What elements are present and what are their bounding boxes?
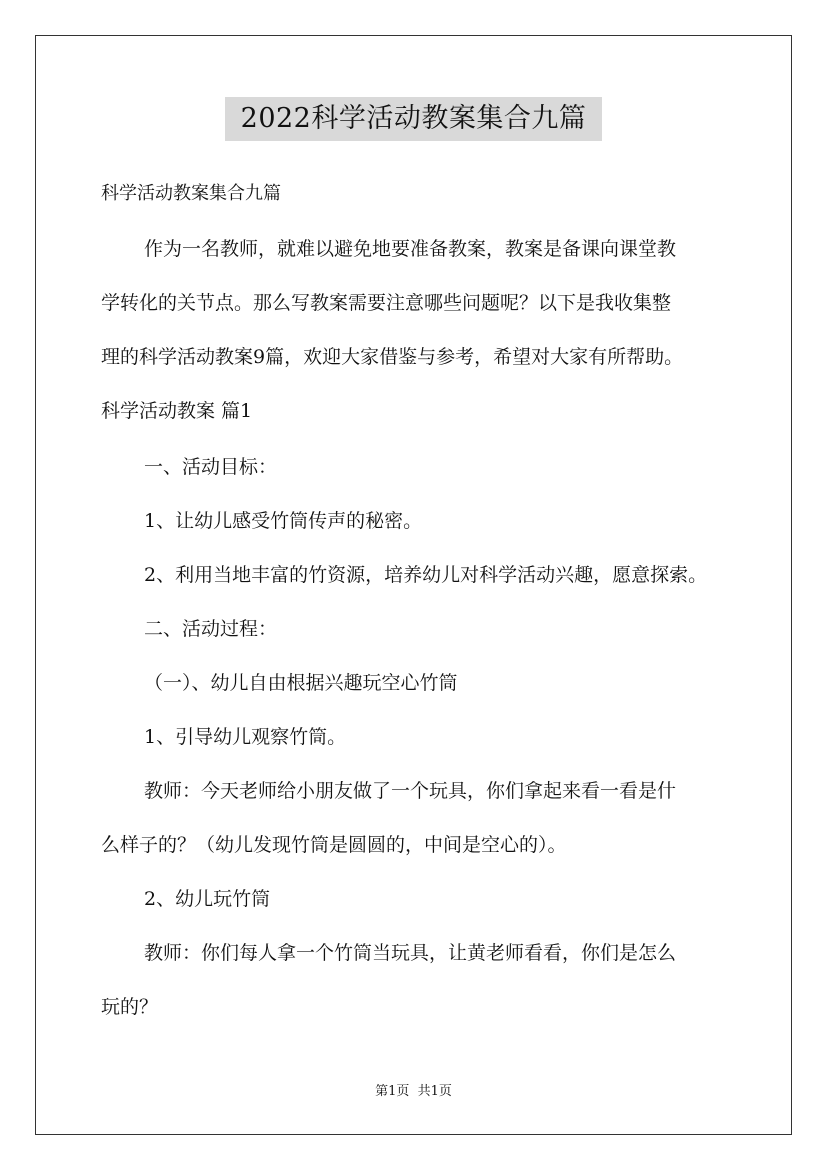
paragraph-line: 学转化的关节点。那么写教案需要注意哪些问题呢？以下是我收集整 xyxy=(101,292,672,314)
section-heading: 科学活动教案 篇1 xyxy=(101,400,253,422)
paragraph-line: 玩的？ xyxy=(101,996,159,1018)
paragraph-line: 作为一名教师，就难以避免地要准备教案，教案是备课向课堂教 xyxy=(144,238,677,260)
document-title: 2022科学活动教案集合九篇 xyxy=(225,97,602,141)
paragraph-line: 2、利用当地丰富的竹资源，培养幼儿对科学活动兴趣，愿意探索。 xyxy=(144,564,708,586)
paragraph-line: 一、活动目标： xyxy=(144,456,278,478)
paragraph-line: 教师：你们每人拿一个竹筒当玩具，让黄老师看看，你们是怎么 xyxy=(144,942,677,964)
paragraph-line: 么样子的？（幼儿发现竹筒是圆圆的，中间是空心的）。 xyxy=(101,834,567,856)
paragraph-line: 1、引导幼儿观察竹筒。 xyxy=(144,726,347,748)
paragraph-line: （一）、幼儿自由根据兴趣玩空心竹筒 xyxy=(144,672,458,694)
paragraph-line: 2、幼儿玩竹筒 xyxy=(144,888,271,910)
paragraph-line: 1、让幼儿感受竹筒传声的秘密。 xyxy=(144,510,423,532)
page-footer xyxy=(0,1083,827,1101)
subtitle: 科学活动教案集合九篇 xyxy=(101,183,281,204)
paragraph-line: 理的科学活动教案9篇，欢迎大家借鉴与参考，希望对大家有所帮助。 xyxy=(101,346,684,368)
page-total: 共1页 xyxy=(417,1084,452,1099)
paragraph-line: 教师：今天老师给小朋友做了一个玩具，你们拿起来看一看是什 xyxy=(144,780,677,802)
page-number: 第1页 xyxy=(375,1084,410,1099)
paragraph-line: 二、活动过程： xyxy=(144,618,278,640)
